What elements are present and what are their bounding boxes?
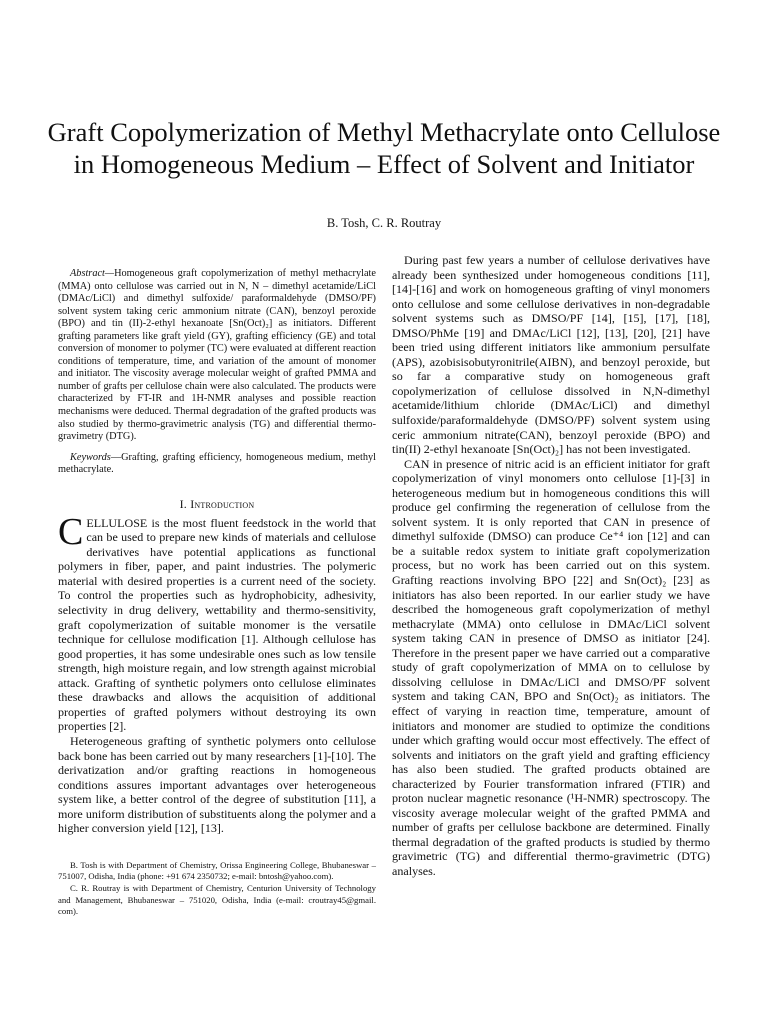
right-paragraph-2: CAN in presence of nitric acid is an efficient initiator for graft copolymerization of vinyl monomers onto cellulose [1]-[3] in heterogeneous medium but in homogeneous conditions this will produce gel confirming the regeneration of cellulose from the solvent system. It is only reported that CAN in presence of dimethyl sulfoxide (DMSO) can produce Ce⁺⁴ ion [12] and can be a suitable redox system to initiate graft copolymerization process, but no work has been carried out on this system. Grafting reactions involving BPO [22] and Sn(Oct)₂ [23] as initiators has also been reported. In our earlier study we have described the homogeneous graft copolymerization of methyl methacrylate (MMA) onto cellulose in DMAc/LiCl solvent system taking CAN in presence of DMSO as initiator [24]. Therefore in the present paper we have carried out a comparative study of graft copolymerization of MMA on to cellulose by dissolving cellulose in DMAc/LiCl and DMSO/PF solvent system and taking CAN, BPO and Sn(Oct)₂ as initiators. The effect of varying in reaction time, temperature, amount of initiators and monomer are studied to optimize the conditions under which grafting would occur most effectively. The effect of solvents and initiators on the graft yield and grafting efficiency has also been studied. The grafted products obtained are characterized by Fourier transformation infrared (FTIR) and proton nuclear magnetic resonance (¹H-NMR) spectroscopy. The viscosity average molecular weight of the grafted PMMA and number of grafts per cellulose backbone are determined. Finally thermal degradation of the grafted products is studied by thermo gravimetric (TG) and differential thermo-gravimetric (DTG) analyses.	[392, 456, 710, 878]
footnote-author-2: C. R. Routray is with Department of Chemistry, Centurion University of Technology and Management, Bhubaneswar – 751020, Odisha, India (e-mail: croutray45@gmail. com).	[58, 882, 376, 917]
abstract	[58, 268, 376, 444]
left-column	[58, 268, 376, 918]
paper-title: Graft Copolymerization of Methyl Methacrylate onto Cellulose in Homogeneous Medium – Effect of Solvent and Initiator	[47, 117, 721, 179]
footnotes	[58, 860, 376, 918]
intro-paragraph-2: Heterogeneous grafting of synthetic polymers onto cellulose back bone has been carried out by many researchers [1]-[10]. The derivatization and/or grafting reactions in homogeneous conditions assures important advantages over heterogeneous system like, a better control of the degree of substitution [11], a more uniform distribution of substituents along the polymer and a higher conversion yield [12], [13].	[58, 733, 376, 836]
keywords-body: —Grafting, grafting efficiency, homogeneous medium, methyl methacrylate.	[58, 451, 376, 476]
section-heading-introduction: I. Introduction	[179, 496, 255, 511]
keywords	[58, 452, 376, 477]
drop-cap: C	[58, 510, 84, 553]
paper-authors: B. Tosh, C. R. Routray	[326, 216, 442, 230]
abstract-label: Abstract—	[70, 268, 115, 279]
footnote-author-1: B. Tosh is with Department of Chemistry, Orissa Engineering College, Bhubaneswar – 751007, Odisha, India (phone: +91 674 2350732; e-mail: bntosh@yahoo.com).	[58, 859, 376, 882]
intro-paragraph-1	[58, 510, 376, 734]
abstract-body: Homogeneous graft copolymerization of methyl methacrylate (MMA) onto cellulose was carried out in N, N – dimethyl acetamide/LiCl (DMAc/LiCl) and dimethyl sulfoxide/ paraformaldehyde (DMSO/PF) solvent system taking ceric ammonium nitrate (CAN), benzoyl peroxide (BPO) and tin (II)-2-ethyl hexanoate [Sn(Oct)₂] as initiators. Different grafting parameters like graft yield (GY), grafting efficiency (GE) and total conversion of monomer to polymer (TC) were evaluated at different reaction conditions of temperature, time, and variation of the amount of monomer and initiator. The viscosity average molecular weight of grafted PMMA and number of grafts per cellulose chain were also calculated. The products were characterized by FT-IR and 1H-NMR analyses and possible reaction mechanisms were deduced. Thermal degradation of the grafted products was also studied by thermo-gravimetric analysis (TG) and differential thermo-gravimetry (DTG).	[58, 268, 376, 443]
intro-paragraph-1-text: ELLULOSE is the most fluent feedstock in the world that can be used to prepare new kinds of materials and cellulose derivatives have potential applications as functional polymers in fiber, paper, and paint industries. The polymeric material with desired properties is a current need of the society. To control the properties such as hydrophobicity, adhesivity, selectivity in drug delivery, wettability and thermo-sensitivity, graft copolymerization of suitable monomer is the versatile technique for cellulose modification [1]. Although cellulose has good properties, it has some undesirable ones such as low tensile strength, high moisture regain, and low strength against microbial attack. Grafting of synthetic polymers onto cellulose eliminates these drawbacks and allows the acquisition of additional properties of grafted polymers without destroying its own properties [2].	[58, 515, 376, 734]
right-paragraph-1: During past few years a number of cellulose derivatives have already been synthesized under homogeneous conditions [11], [14]-[16] and work on homogeneous grafting of vinyl monomers onto cellulose and some cellulose derivatives in non-degradable solvent systems such as DMSO/PF [14], [15], [17], [18], DMSO/PhMe [19] and DMAc/LiCl [12], [13], [20], [21] have been tried using different initiators like ammonium persulfate (APS), azobisisobutyronitrile(AIBN), and benzoyl peroxide, but so far a comparative study on homogeneous graft copolymerization of cellulose dissolved in N,N-dimethyl acetamide/lithium chloride (DMAc/LiCl) and dimethyl sulfoxide/paraformaldehyde (DMSO/PF) solvent system using ceric ammonium nitrate(CAN), benzoyl peroxide (BPO) and tin(II) 2-ethyl hexanoate [Sn(Oct)₂] has not been investigated.	[392, 253, 710, 457]
keywords-label: Keywords	[70, 451, 111, 463]
right-column	[392, 253, 710, 879]
